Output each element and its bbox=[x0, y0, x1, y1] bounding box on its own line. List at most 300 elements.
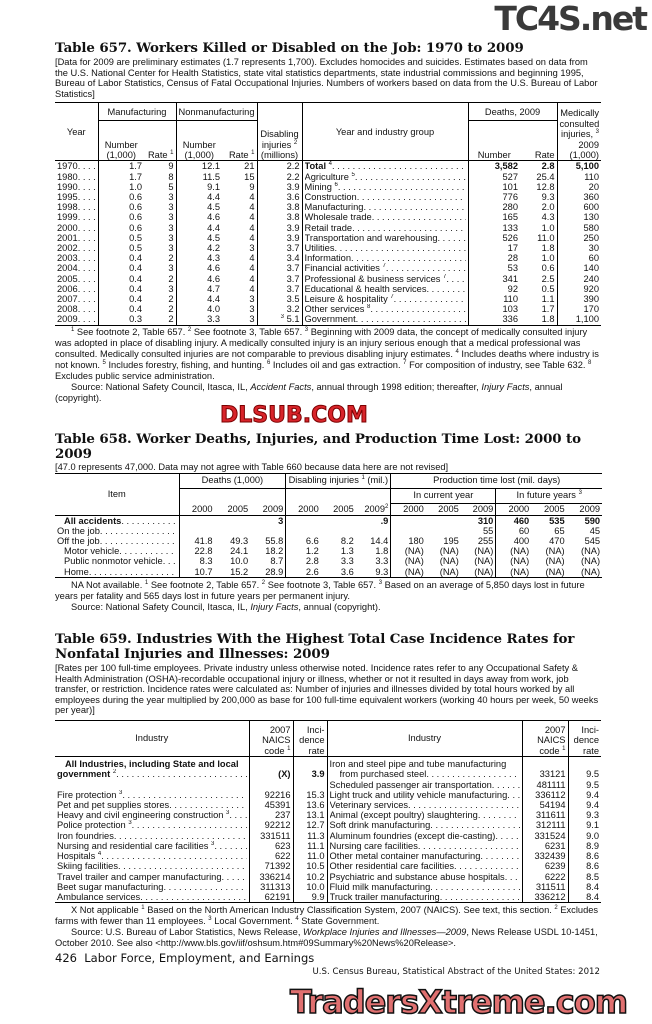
row-label: Home . . . bbox=[55, 567, 179, 578]
medically-consulted: 250 bbox=[557, 233, 601, 243]
incidence-rate: 13.1 bbox=[293, 810, 327, 820]
nonmfg-rate: 4 bbox=[249, 212, 255, 223]
incidence-rate: 9.5 bbox=[568, 769, 601, 779]
col-year: 2009 bbox=[579, 504, 601, 515]
col-year: 2009 bbox=[472, 504, 494, 515]
deaths-number: 336 bbox=[468, 314, 520, 325]
value-cell: 6.6 bbox=[286, 536, 321, 546]
nonmfg-number: 4.4 bbox=[176, 294, 222, 304]
incidence-rate: 11.1 bbox=[293, 841, 327, 851]
deaths-number: 165 bbox=[468, 212, 520, 222]
deaths-rate: 2.5 bbox=[541, 273, 555, 284]
industry-name: Fluid milk manufacturing . . . bbox=[327, 882, 522, 892]
table-headnote: [Rates per 100 full-time employees. Private industry unless otherwise noted. Incidence rates refer to any Occupational Safety & Health Administration (OSHA)-recordable occupational injury or illness, whether or not it resulted in days away from work, job transfer, or restriction. Incidence rates were calculated as: Number of injuries and illnesses divided by total hours worked by all employees during the year multiplied by 200,000 as base for 100 full-time equivalent workers (working 40 hours per week, 50 weeks per year)] bbox=[55, 663, 599, 716]
nonmfg-number: 4.5 bbox=[176, 233, 222, 243]
disabling-injuries: 2.2 bbox=[257, 172, 302, 182]
disabling-injuries: 3.7 bbox=[257, 243, 302, 253]
deaths-rate: 0.6 bbox=[541, 263, 555, 274]
spacer bbox=[286, 488, 391, 503]
value-cell: (NA) bbox=[391, 546, 426, 556]
mfg-rate: 3 bbox=[168, 263, 174, 274]
col-year: 2000 bbox=[179, 503, 215, 515]
naics-code: 332439 bbox=[522, 851, 568, 861]
year-cell: 2009. . . . bbox=[57, 314, 96, 325]
nonmfg-number: 4.5 bbox=[176, 202, 222, 212]
value-cell: 1.2 bbox=[286, 546, 321, 556]
nonmfg-rate: 3 bbox=[249, 314, 255, 325]
disabling-injuries: $^3$ 5.1 bbox=[257, 314, 302, 325]
deaths-rate: 12.8 bbox=[536, 181, 555, 192]
value-cell: 3.6 bbox=[340, 566, 354, 577]
mfg-number: 0.4 bbox=[98, 274, 144, 284]
industry-name: Aluminum foundries (except die-casting) . . . bbox=[327, 831, 522, 841]
value-cell: 590 bbox=[584, 515, 601, 526]
year-cell: 2000. . . . bbox=[57, 222, 96, 233]
deaths-number: 92 bbox=[468, 284, 520, 294]
incidence-rate: 9.3 bbox=[568, 810, 601, 820]
table-row bbox=[55, 202, 601, 212]
col-nonmanufacturing: Nonmanufacturing bbox=[176, 103, 257, 121]
page-number: 426 bbox=[55, 951, 77, 965]
industry-group: Utilities . . . bbox=[302, 243, 468, 253]
spacer bbox=[179, 488, 286, 503]
incidence-rate: 9.1 bbox=[568, 820, 601, 830]
mfg-number: 0.6 bbox=[98, 212, 144, 222]
col-deaths-rate: Rate bbox=[534, 149, 555, 160]
value-cell bbox=[179, 526, 215, 536]
industry-group: Mining $^6$ . . . bbox=[302, 182, 468, 192]
table-row bbox=[55, 161, 601, 172]
incidence-rate: 9.0 bbox=[568, 831, 601, 841]
deaths-rate: 0.5 bbox=[541, 283, 555, 294]
table-659-grid bbox=[55, 720, 601, 903]
value-cell: 8.3 bbox=[179, 556, 215, 566]
table-title: Table 657. Workers Killed or Disabled on the Job: 1970 to 2009 bbox=[55, 40, 524, 56]
value-cell bbox=[215, 526, 251, 536]
year-cell: 1970. . . . bbox=[57, 161, 96, 172]
mfg-rate: 2 bbox=[168, 314, 174, 325]
value-cell: 9.3 bbox=[375, 566, 389, 577]
nonmfg-rate: 4 bbox=[249, 222, 255, 233]
industry-group: Wholesale trade . . . bbox=[302, 212, 468, 222]
deaths-rate: 1.7 bbox=[541, 304, 555, 315]
naics-code: 331524 bbox=[522, 831, 568, 841]
mfg-number: 0.6 bbox=[98, 192, 144, 202]
deaths-number: 101 bbox=[468, 182, 520, 192]
value-cell: (NA) bbox=[391, 567, 426, 578]
col-deaths: Deaths (1,000) bbox=[179, 473, 286, 488]
medically-consulted: 130 bbox=[557, 212, 601, 222]
naics-code bbox=[249, 756, 293, 769]
industry-group: Total $^4$ . . . bbox=[302, 161, 468, 172]
industry-name: Iron and steel pipe and tube manufacturing bbox=[327, 756, 522, 769]
year-cell: 2007. . . . bbox=[57, 294, 96, 305]
naics-code: 481111 bbox=[522, 780, 568, 790]
nonmfg-number: 4.4 bbox=[176, 192, 222, 202]
col-industry-group: Year and industry group bbox=[302, 103, 468, 161]
table-row bbox=[55, 546, 602, 556]
year-cell: 1990. . . . bbox=[57, 181, 96, 192]
table-row bbox=[55, 820, 601, 830]
disabling-injuries: 3.2 bbox=[257, 304, 302, 314]
industry-group: Transportation and warehousing . . . bbox=[302, 233, 468, 243]
value-cell bbox=[426, 515, 461, 526]
value-cell: (NA) bbox=[496, 546, 531, 556]
year-cell: 2006. . . . bbox=[57, 283, 96, 294]
value-cell: 14.4 bbox=[370, 536, 389, 546]
year-cell: 2005. . . . bbox=[57, 273, 96, 284]
incidence-rate: 10.5 bbox=[293, 861, 327, 871]
mfg-rate: 3 bbox=[168, 232, 174, 243]
nonmfg-rate: 15 bbox=[244, 171, 255, 182]
medically-consulted: 5,100 bbox=[557, 161, 601, 172]
value-cell bbox=[321, 526, 356, 536]
industry-name bbox=[55, 780, 249, 790]
incidence-rate bbox=[293, 756, 327, 769]
value-cell bbox=[179, 515, 215, 526]
value-cell: 22.8 bbox=[179, 546, 215, 556]
incidence-rate: 11.0 bbox=[293, 851, 327, 861]
incidence-rate: 12.7 bbox=[293, 820, 327, 830]
year-cell: 1998. . . . bbox=[57, 202, 96, 213]
value-cell bbox=[391, 526, 426, 536]
watermark-logo: DLSUB.COM bbox=[220, 403, 368, 428]
mfg-number: 1.0 bbox=[98, 182, 144, 192]
deaths-number: 341 bbox=[468, 274, 520, 284]
naics-code: 311313 bbox=[249, 882, 293, 892]
value-cell: 255 bbox=[477, 536, 494, 546]
mfg-rate: 2 bbox=[168, 253, 174, 264]
table-row bbox=[55, 536, 602, 546]
disabling-injuries: 3.9 bbox=[257, 223, 302, 233]
nonmfg-number: 11.5 bbox=[176, 172, 222, 182]
incidence-rate: 8.4 bbox=[568, 882, 601, 892]
table-row bbox=[55, 172, 601, 182]
naics-code: 33121 bbox=[522, 769, 568, 779]
nonmfg-number: 4.7 bbox=[176, 284, 222, 294]
col-industry: Industry bbox=[135, 733, 169, 744]
medically-consulted: 60 bbox=[557, 253, 601, 263]
medically-consulted: 920 bbox=[557, 284, 601, 294]
table-row bbox=[55, 831, 601, 841]
naics-code: 312111 bbox=[522, 820, 568, 830]
col-nonmfg-number: Number (1,000) bbox=[176, 121, 222, 161]
industry-name: Police protection $^3$ . . . bbox=[55, 820, 249, 830]
value-cell: .9 bbox=[380, 515, 389, 526]
incidence-rate: 8.6 bbox=[568, 861, 601, 871]
value-cell: 180 bbox=[391, 536, 426, 546]
deaths-number: 103 bbox=[468, 304, 520, 314]
nonmfg-rate: 3 bbox=[249, 294, 255, 305]
mfg-rate: 2 bbox=[168, 294, 174, 305]
incidence-rate: 9.4 bbox=[568, 790, 601, 800]
deaths-rate: 1.0 bbox=[541, 222, 555, 233]
naics-code: 623 bbox=[249, 841, 293, 851]
incidence-rate: 8.4 bbox=[568, 892, 601, 903]
col-disabling-injuries: Disabling injuries $^1$ (mil.) bbox=[286, 473, 391, 488]
deaths-rate: 11.0 bbox=[537, 232, 555, 243]
col-year: 2000 bbox=[496, 503, 531, 515]
table-657 bbox=[55, 41, 601, 404]
col-year: Year bbox=[66, 126, 86, 137]
table-source: Source: U.S. Bureau of Labor Statistics, News Release, Workplace Injuries and Illnesses—2009, News Release USDL 10-1451, October 2010. See also <http://www.bls.gov/iif/oshsum.htm#09Summary%20News%20Release>. bbox=[55, 927, 598, 949]
mfg-rate: 8 bbox=[168, 171, 174, 182]
watermark-logo: TC4S.net bbox=[494, 0, 646, 38]
value-cell: 45 bbox=[589, 525, 601, 536]
industry-name: Veterinary services . . . bbox=[327, 800, 522, 810]
row-label: Motor vehicle . . . bbox=[55, 546, 179, 556]
nonmfg-rate: 4 bbox=[249, 263, 255, 274]
naics-code: 6222 bbox=[522, 872, 568, 882]
table-row bbox=[55, 515, 602, 526]
value-cell: 470 bbox=[549, 536, 565, 546]
table-row bbox=[55, 769, 601, 779]
naics-code bbox=[522, 756, 568, 769]
naics-code: 92216 bbox=[249, 790, 293, 800]
nonmfg-number: 12.1 bbox=[176, 161, 222, 172]
value-cell: 55 bbox=[483, 525, 494, 536]
col-current-year: In current year bbox=[391, 488, 496, 503]
table-row bbox=[55, 892, 601, 903]
col-year: 2009$^2$ bbox=[364, 504, 389, 515]
table-title: Table 659. Industries With the Highest Total Case Incidence Rates for Nonfatal Injuries and Illnesses: 2009 bbox=[55, 631, 575, 662]
deaths-number: 28 bbox=[468, 253, 520, 263]
year-cell: 1980. . . . bbox=[57, 171, 96, 182]
incidence-rate: 11.3 bbox=[293, 831, 327, 841]
table-row bbox=[55, 223, 601, 233]
value-cell: (NA) bbox=[474, 566, 494, 577]
col-industry: Industry bbox=[327, 720, 522, 756]
naics-code: 45391 bbox=[249, 800, 293, 810]
deaths-rate: 1.8 bbox=[541, 314, 555, 325]
table-row bbox=[55, 780, 601, 790]
disabling-injuries: 3.7 bbox=[257, 284, 302, 294]
value-cell: 15.2 bbox=[230, 566, 249, 577]
nonmfg-number: 4.6 bbox=[176, 263, 222, 273]
industry-name: Pet and pet supplies stores . . . bbox=[55, 800, 249, 810]
industry-group: Information . . . bbox=[302, 253, 468, 263]
value-cell: 55.8 bbox=[265, 536, 284, 546]
table-row bbox=[55, 841, 601, 851]
table-row bbox=[55, 212, 601, 222]
deaths-rate: 1.0 bbox=[541, 253, 555, 264]
year-cell: 1999. . . . bbox=[57, 212, 96, 223]
mfg-rate: 3 bbox=[168, 202, 174, 213]
table-row bbox=[55, 233, 601, 243]
table-row bbox=[55, 756, 601, 769]
mfg-number: 0.6 bbox=[98, 202, 144, 212]
table-row bbox=[55, 314, 601, 325]
table-row bbox=[55, 304, 601, 314]
industry-name: Light truck and utility vehicle manufacturing . . . bbox=[327, 790, 522, 800]
medically-consulted: 110 bbox=[557, 172, 601, 182]
industry-name: Scheduled passenger air transportation . . . bbox=[327, 780, 522, 790]
value-cell: 310 bbox=[477, 515, 494, 526]
value-cell: 3.3 bbox=[375, 556, 389, 567]
naics-code: 311611 bbox=[522, 810, 568, 820]
value-cell: (NA) bbox=[439, 546, 459, 557]
deaths-rate: 1.8 bbox=[541, 243, 555, 253]
mfg-rate: 2 bbox=[168, 273, 174, 284]
industry-name: Skiing facilities . . . bbox=[55, 861, 249, 871]
value-cell bbox=[321, 515, 356, 526]
disabling-injuries: 3.4 bbox=[257, 253, 302, 263]
value-cell: 60 bbox=[496, 526, 531, 536]
medically-consulted: 170 bbox=[557, 304, 601, 314]
value-cell bbox=[426, 526, 461, 536]
industry-group: Educational & health services . . . bbox=[302, 284, 468, 294]
table-row bbox=[55, 790, 601, 800]
value-cell bbox=[250, 526, 286, 536]
value-cell bbox=[286, 526, 321, 536]
table-row bbox=[55, 851, 601, 861]
industry-name: government $^2$ . . . bbox=[55, 769, 249, 779]
deaths-rate: 2.8 bbox=[541, 161, 555, 172]
deaths-rate: 25.4 bbox=[536, 171, 555, 182]
table-headnote: [Data for 2009 are preliminary estimates (1.7 represents 1,700). Excludes homocides and suicides. Estimates based on data from the U.S. National Center for Health Statistics, state vital statistics departments, state industrial commissions and beginning 1995, Bureau of Labor Statistics, Census of Fatal Occupational Injuries. Numbers of workers based on data from the U.S. Bureau of Labor Statistics] bbox=[55, 57, 598, 99]
naics-code: 237 bbox=[249, 810, 293, 820]
table-source: Source: National Safety Council, Itasca, IL, Accident Facts, annual through 1998 edition; thereafter, Injury Facts, annual (copyright). bbox=[55, 381, 563, 403]
value-cell: 10.7 bbox=[179, 567, 215, 578]
deaths-rate: 1.1 bbox=[541, 294, 555, 305]
mfg-number: 0.4 bbox=[98, 253, 144, 263]
table-row bbox=[55, 810, 601, 820]
col-incidence-rate: Inci- dence rate bbox=[293, 720, 327, 756]
table-row bbox=[55, 192, 601, 202]
industry-group: Manufacturing . . . bbox=[302, 202, 468, 212]
medically-consulted: 1,100 bbox=[557, 314, 601, 325]
nonmfg-rate: 3 bbox=[249, 304, 255, 315]
medically-consulted: 140 bbox=[557, 263, 601, 273]
table-row bbox=[55, 556, 602, 566]
industry-name: Animal (except poultry) slaughtering . . . bbox=[327, 810, 522, 820]
value-cell: (NA) bbox=[545, 546, 565, 557]
table-row bbox=[55, 872, 601, 882]
value-cell: 195 bbox=[443, 536, 459, 546]
industry-group: Construction . . . bbox=[302, 192, 468, 202]
mfg-number: 0.5 bbox=[98, 233, 144, 243]
value-cell: 3.3 bbox=[340, 556, 354, 567]
year-cell: 2003. . . . bbox=[57, 253, 96, 264]
incidence-rate bbox=[568, 756, 601, 769]
mfg-number: 0.6 bbox=[98, 223, 144, 233]
col-year: 2009 bbox=[262, 504, 284, 515]
table-footnotes: X Not applicable $^1$ Based on the North American Industry Classification System, 2007 (NAICS). See text, this section. $^2$ Excludes farms with fewer than 11 employees. $^3$ Local Government. $^4$ State Government. bbox=[55, 905, 599, 927]
disabling-injuries: 3.7 bbox=[257, 274, 302, 284]
row-label: All accidents . . . bbox=[55, 515, 179, 526]
value-cell bbox=[356, 526, 391, 536]
naics-code: 6231 bbox=[522, 841, 568, 851]
mfg-number: 0.4 bbox=[98, 284, 144, 294]
col-year: 2000 bbox=[391, 503, 426, 515]
industry-name: Other metal container manufacturing . . . bbox=[327, 851, 522, 861]
industry-name: Beet sugar manufacturing . . . bbox=[55, 882, 249, 892]
page-footer-left bbox=[55, 951, 314, 965]
medically-consulted: 240 bbox=[557, 274, 601, 284]
industry-name: All Industries, including State and local bbox=[64, 759, 239, 770]
deaths-rate: 2.0 bbox=[541, 202, 555, 213]
table-row bbox=[55, 882, 601, 892]
col-production-time-lost: Production time lost (mil. days) bbox=[391, 473, 602, 488]
value-cell bbox=[215, 515, 251, 526]
deaths-number: 527 bbox=[468, 172, 520, 182]
industry-name: Iron foundries . . . bbox=[55, 831, 249, 841]
table-headnote: [47.0 represents 47,000. Data may not agree with Table 660 because data here are not revised] bbox=[55, 462, 449, 472]
year-cell: 2004. . . . bbox=[57, 263, 96, 274]
value-cell: 535 bbox=[549, 515, 565, 526]
naics-code: 92212 bbox=[249, 820, 293, 830]
table-title: Table 658. Worker Deaths, Injuries, and Production Time Lost: 2000 to 2009 bbox=[55, 431, 581, 462]
deaths-rate: 9.3 bbox=[541, 191, 555, 202]
industry-name: from purchased steel . . . bbox=[327, 769, 522, 779]
incidence-rate: 3.9 bbox=[293, 769, 327, 779]
table-row bbox=[55, 263, 601, 273]
deaths-number: 53 bbox=[468, 263, 520, 273]
deaths-number: 133 bbox=[468, 223, 520, 233]
col-medically-consulted: Medically consulted injuries, $^3$ 2009 (1,000) bbox=[557, 103, 601, 161]
col-naics-code: 2007 NAICS code $^1$ bbox=[522, 720, 568, 756]
nonmfg-number: 4.6 bbox=[176, 274, 222, 284]
naics-code: 6239 bbox=[522, 861, 568, 871]
medically-consulted: 30 bbox=[557, 243, 601, 253]
incidence-rate: 9.5 bbox=[568, 780, 601, 790]
medically-consulted: 360 bbox=[557, 192, 601, 202]
value-cell: 8.7 bbox=[270, 556, 284, 567]
chapter-title: Labor Force, Employment, and Earnings bbox=[84, 951, 315, 965]
col-year: 2005 bbox=[438, 504, 459, 515]
col-item: Item bbox=[107, 488, 126, 499]
naics-code: 311511 bbox=[522, 882, 568, 892]
incidence-rate: 8.9 bbox=[568, 841, 601, 851]
industry-name: Hospitals $^4$ . . . bbox=[55, 851, 249, 861]
incidence-rate: 13.6 bbox=[293, 800, 327, 810]
disabling-injuries: 3.8 bbox=[257, 212, 302, 222]
naics-code: 54194 bbox=[522, 800, 568, 810]
disabling-injuries: 3.5 bbox=[257, 294, 302, 304]
industry-name: Soft drink manufacturing . . . bbox=[327, 820, 522, 830]
value-cell: 41.8 bbox=[179, 536, 215, 546]
naics-code: 331511 bbox=[249, 831, 293, 841]
mfg-number: 0.3 bbox=[98, 314, 144, 325]
table-row bbox=[55, 284, 601, 294]
row-label: Off the job . . . bbox=[55, 536, 179, 546]
industry-group: Agriculture $^5$ . . . bbox=[302, 172, 468, 182]
nonmfg-number: 4.3 bbox=[176, 253, 222, 263]
nonmfg-number: 4.0 bbox=[176, 304, 222, 314]
nonmfg-rate: 9 bbox=[249, 181, 255, 192]
deaths-number: 110 bbox=[468, 294, 520, 304]
value-cell: 1.3 bbox=[340, 546, 354, 557]
mfg-number: 1.7 bbox=[98, 172, 144, 182]
watermark-logo: TradersXtreme.com bbox=[290, 983, 628, 1021]
table-row bbox=[55, 294, 601, 304]
disabling-injuries: 3.8 bbox=[257, 202, 302, 212]
value-cell: 400 bbox=[496, 536, 531, 546]
table-row bbox=[55, 182, 601, 192]
table-658 bbox=[55, 432, 601, 613]
table-source: Source: National Safety Council, Itasca, IL, Injury Facts, annual (copyright). bbox=[71, 601, 381, 612]
value-cell: 10.0 bbox=[230, 556, 249, 567]
nonmfg-number: 3.3 bbox=[176, 314, 222, 325]
mfg-number: 0.4 bbox=[98, 304, 144, 314]
col-nonmfg-rate: Rate $^1$ bbox=[228, 149, 255, 160]
nonmfg-rate: 21 bbox=[244, 161, 255, 172]
naics-code bbox=[249, 780, 293, 790]
table-659 bbox=[55, 632, 601, 949]
value-cell bbox=[286, 515, 321, 526]
industry-name: Heavy and civil engineering construction $^3$ . . . bbox=[55, 810, 249, 820]
value-cell: 2.6 bbox=[286, 567, 321, 578]
